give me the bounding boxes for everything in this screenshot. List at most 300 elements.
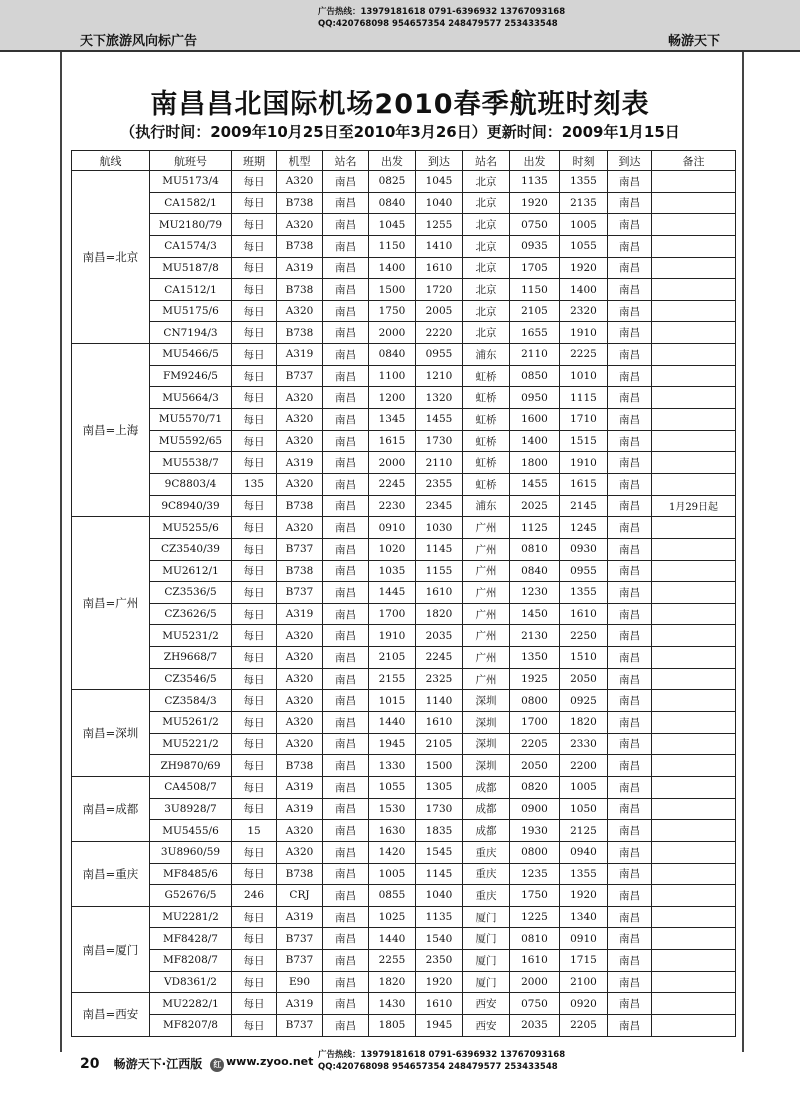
table-cell: 南昌	[608, 841, 652, 863]
table-cell	[652, 409, 736, 431]
table-cell: A320	[277, 300, 323, 322]
table-cell: 1035	[369, 560, 416, 582]
table-cell: 1140	[416, 690, 463, 712]
table-cell: 每日	[232, 560, 277, 582]
table-row	[72, 214, 736, 236]
table-cell: 南昌	[323, 712, 369, 734]
table-cell: MU5231/2	[150, 625, 232, 647]
table-cell: 1455	[510, 473, 560, 495]
magazine-name: 畅游天下·江西版	[113, 1057, 203, 1071]
table-cell	[652, 885, 736, 907]
table-cell: 2000	[510, 971, 560, 993]
table-cell: 重庆	[463, 863, 510, 885]
table-row	[72, 993, 736, 1015]
table-cell: 成都	[463, 798, 510, 820]
table-cell: 南昌	[608, 950, 652, 972]
table-cell: B738	[277, 560, 323, 582]
table-cell: 1115	[560, 387, 608, 409]
table-row	[72, 820, 736, 842]
table-cell: B738	[277, 495, 323, 517]
table-cell: 每日	[232, 452, 277, 474]
table-cell: 北京	[463, 214, 510, 236]
table-cell: 1820	[560, 712, 608, 734]
table-body	[72, 171, 736, 1037]
table-row	[72, 365, 736, 387]
route-cell: 南昌=重庆	[72, 841, 150, 906]
table-cell: 南昌	[323, 885, 369, 907]
table-row	[72, 950, 736, 972]
table-cell: 每日	[232, 214, 277, 236]
table-cell: 南昌	[323, 1014, 369, 1036]
table-cell: 1450	[510, 603, 560, 625]
table-cell: 南昌	[608, 798, 652, 820]
table-cell: 南昌	[608, 776, 652, 798]
table-row	[72, 452, 736, 474]
table-cell: 深圳	[463, 690, 510, 712]
table-cell: 1135	[416, 906, 463, 928]
table-cell: 1005	[369, 863, 416, 885]
table-cell: MU5175/6	[150, 300, 232, 322]
table-cell: 246	[232, 885, 277, 907]
table-cell: MU5592/65	[150, 430, 232, 452]
table-cell	[652, 214, 736, 236]
table-cell: 广州	[463, 582, 510, 604]
table-cell: MU2281/2	[150, 906, 232, 928]
table-cell: MF8485/6	[150, 863, 232, 885]
table-cell: 南昌	[608, 733, 652, 755]
table-cell: 1705	[510, 257, 560, 279]
table-cell: 2105	[416, 733, 463, 755]
table-cell: 南昌	[608, 495, 652, 517]
table-cell: 南昌	[608, 214, 652, 236]
table-cell: 0910	[560, 928, 608, 950]
table-cell: 2325	[416, 668, 463, 690]
table-cell: 南昌	[608, 1014, 652, 1036]
table-cell: 南昌	[323, 235, 369, 257]
table-cell: 1920	[560, 257, 608, 279]
table-cell: 虹桥	[463, 452, 510, 474]
table-cell: 南昌	[608, 235, 652, 257]
table-cell: 南昌	[323, 495, 369, 517]
table-cell: 每日	[232, 993, 277, 1015]
table-cell: MU5221/2	[150, 733, 232, 755]
table-cell: 2350	[416, 950, 463, 972]
table-cell	[652, 647, 736, 669]
table-cell: A320	[277, 171, 323, 193]
table-cell: 南昌	[323, 603, 369, 625]
table-cell: 135	[232, 473, 277, 495]
table-cell: A320	[277, 517, 323, 539]
table-cell: 1610	[510, 950, 560, 972]
table-cell: 每日	[232, 776, 277, 798]
table-cell: 每日	[232, 863, 277, 885]
table-cell: 1545	[416, 841, 463, 863]
table-cell: 南昌	[608, 430, 652, 452]
table-cell: 每日	[232, 300, 277, 322]
table-cell: A320	[277, 647, 323, 669]
table-cell: 虹桥	[463, 387, 510, 409]
table-cell: A319	[277, 993, 323, 1015]
table-cell: 1540	[416, 928, 463, 950]
table-cell: 南昌	[608, 365, 652, 387]
table-cell: 南昌	[608, 647, 652, 669]
table-cell: 南昌	[323, 279, 369, 301]
table-cell: 1420	[369, 841, 416, 863]
table-cell: B737	[277, 928, 323, 950]
table-cell: 1610	[416, 712, 463, 734]
table-cell: 南昌	[323, 473, 369, 495]
table-cell: 北京	[463, 300, 510, 322]
table-cell: 南昌	[323, 344, 369, 366]
table-cell: 0900	[510, 798, 560, 820]
table-cell	[652, 192, 736, 214]
table-cell: B737	[277, 1014, 323, 1036]
table-cell: 每日	[232, 582, 277, 604]
table-cell: 南昌	[323, 171, 369, 193]
table-cell: 1355	[560, 863, 608, 885]
table-cell	[652, 950, 736, 972]
table-cell: 1025	[369, 906, 416, 928]
table-cell: CZ3626/5	[150, 603, 232, 625]
table-cell: 南昌	[608, 257, 652, 279]
table-cell	[652, 365, 736, 387]
table-cell: 1750	[510, 885, 560, 907]
table-cell: B737	[277, 582, 323, 604]
table-row	[72, 733, 736, 755]
table-cell: 每日	[232, 235, 277, 257]
table-cell: 南昌	[323, 192, 369, 214]
table-cell: 1005	[560, 776, 608, 798]
table-cell: MU2612/1	[150, 560, 232, 582]
table-cell: 南昌	[323, 517, 369, 539]
table-cell: 2100	[560, 971, 608, 993]
table-cell: 1805	[369, 1014, 416, 1036]
table-cell: 0820	[510, 776, 560, 798]
table-cell: 1345	[369, 409, 416, 431]
table-cell: 广州	[463, 625, 510, 647]
table-cell: 1615	[369, 430, 416, 452]
table-cell: 3U8960/59	[150, 841, 232, 863]
column-header: 时刻	[560, 151, 608, 171]
table-cell: 0750	[510, 993, 560, 1015]
table-cell: 1210	[416, 365, 463, 387]
table-cell: G52676/5	[150, 885, 232, 907]
table-header-row	[72, 151, 736, 171]
table-cell	[652, 906, 736, 928]
table-cell: MU5173/4	[150, 171, 232, 193]
table-cell: 1135	[510, 171, 560, 193]
table-cell: 1010	[560, 365, 608, 387]
table-cell: 北京	[463, 322, 510, 344]
table-cell: 2000	[369, 322, 416, 344]
table-cell: 1430	[369, 993, 416, 1015]
table-cell: MF8207/8	[150, 1014, 232, 1036]
table-cell: 南昌	[608, 971, 652, 993]
table-cell: 2320	[560, 300, 608, 322]
footer-qq: QQ:420768098 954657354 248479577 253433548	[318, 1062, 558, 1072]
table-cell: A320	[277, 625, 323, 647]
table-cell: 深圳	[463, 755, 510, 777]
table-cell: CA1512/1	[150, 279, 232, 301]
table-row	[72, 171, 736, 193]
table-cell: 1245	[560, 517, 608, 539]
table-cell: 1630	[369, 820, 416, 842]
table-cell: B738	[277, 235, 323, 257]
top-banner	[0, 0, 800, 52]
table-cell: 0930	[560, 538, 608, 560]
table-cell: 1500	[369, 279, 416, 301]
table-row	[72, 560, 736, 582]
table-cell	[652, 928, 736, 950]
table-row	[72, 885, 736, 907]
table-cell: A320	[277, 690, 323, 712]
table-cell: 9C8940/39	[150, 495, 232, 517]
table-cell: 2205	[560, 1014, 608, 1036]
table-cell: 南昌	[608, 820, 652, 842]
table-cell: 0810	[510, 928, 560, 950]
table-row	[72, 971, 736, 993]
table-cell	[652, 863, 736, 885]
table-cell: 每日	[232, 365, 277, 387]
table-cell	[652, 560, 736, 582]
table-row	[72, 690, 736, 712]
route-cell: 南昌=广州	[72, 517, 150, 690]
table-cell: A320	[277, 430, 323, 452]
table-cell: B738	[277, 863, 323, 885]
table-cell: 每日	[232, 517, 277, 539]
table-cell: 虹桥	[463, 430, 510, 452]
column-header: 班期	[232, 151, 277, 171]
table-cell: 1305	[416, 776, 463, 798]
table-cell: 2130	[510, 625, 560, 647]
table-cell: 广州	[463, 538, 510, 560]
table-cell: B737	[277, 950, 323, 972]
table-cell: 1700	[369, 603, 416, 625]
table-cell: 2000	[369, 452, 416, 474]
table-cell: 1005	[560, 214, 608, 236]
table-cell: 南昌	[608, 928, 652, 950]
table-cell: A320	[277, 473, 323, 495]
column-header: 航班号	[150, 151, 232, 171]
table-row	[72, 668, 736, 690]
table-cell: CA4508/7	[150, 776, 232, 798]
table-cell: 每日	[232, 647, 277, 669]
table-row	[72, 798, 736, 820]
table-cell: 重庆	[463, 885, 510, 907]
table-cell: 1050	[560, 798, 608, 820]
table-cell	[652, 344, 736, 366]
table-cell: 南昌	[608, 387, 652, 409]
table-cell	[652, 690, 736, 712]
route-cell: 南昌=上海	[72, 344, 150, 517]
table-row	[72, 712, 736, 734]
table-row	[72, 409, 736, 431]
table-cell: 1500	[416, 755, 463, 777]
table-cell: 1145	[416, 863, 463, 885]
table-cell: 1920	[560, 885, 608, 907]
table-cell: 南昌	[323, 538, 369, 560]
table-cell: CZ3584/3	[150, 690, 232, 712]
table-cell: 深圳	[463, 733, 510, 755]
table-cell: 2050	[510, 755, 560, 777]
table-cell: 南昌	[608, 993, 652, 1015]
table-row	[72, 603, 736, 625]
table-cell: 南昌	[323, 906, 369, 928]
table-cell: 0840	[369, 344, 416, 366]
column-header: 站名	[323, 151, 369, 171]
table-cell: B738	[277, 279, 323, 301]
table-cell: 广州	[463, 647, 510, 669]
table-cell: MU5261/2	[150, 712, 232, 734]
table-cell: A320	[277, 387, 323, 409]
header-left-label: 天下旅游风向标广告	[80, 34, 198, 49]
table-cell: 南昌	[608, 863, 652, 885]
table-cell: 1720	[416, 279, 463, 301]
route-cell: 南昌=深圳	[72, 690, 150, 777]
table-cell: MU5455/6	[150, 820, 232, 842]
route-cell: 南昌=西安	[72, 993, 150, 1036]
table-cell: 0810	[510, 538, 560, 560]
table-cell: 每日	[232, 798, 277, 820]
table-row	[72, 755, 736, 777]
table-cell: 南昌	[323, 950, 369, 972]
table-cell: 1510	[560, 647, 608, 669]
table-cell: MU5664/3	[150, 387, 232, 409]
table-cell: 每日	[232, 625, 277, 647]
table-row	[72, 928, 736, 950]
route-cell: 南昌=北京	[72, 171, 150, 344]
table-cell: 厦门	[463, 906, 510, 928]
column-header: 机型	[277, 151, 323, 171]
table-cell: 1400	[510, 430, 560, 452]
table-cell: 2105	[369, 647, 416, 669]
column-header: 到达	[416, 151, 463, 171]
table-cell: 2035	[416, 625, 463, 647]
table-cell: 2345	[416, 495, 463, 517]
table-cell: 1925	[510, 668, 560, 690]
table-row	[72, 235, 736, 257]
table-cell: 南昌	[323, 928, 369, 950]
table-cell	[652, 235, 736, 257]
table-cell: A319	[277, 776, 323, 798]
table-cell: 南昌	[608, 517, 652, 539]
table-cell	[652, 300, 736, 322]
table-cell: CZ3546/5	[150, 668, 232, 690]
table-cell: 1020	[369, 538, 416, 560]
table-cell: 2005	[416, 300, 463, 322]
table-cell: 2110	[510, 344, 560, 366]
table-cell: 虹桥	[463, 365, 510, 387]
table-cell: A320	[277, 668, 323, 690]
table-cell: 1615	[560, 473, 608, 495]
table-cell: B737	[277, 538, 323, 560]
table-cell	[652, 1014, 736, 1036]
table-cell: 南昌	[323, 409, 369, 431]
table-cell: 每日	[232, 192, 277, 214]
table-cell	[652, 452, 736, 474]
table-cell: 1600	[510, 409, 560, 431]
table-cell: 2105	[510, 300, 560, 322]
table-cell: 2255	[369, 950, 416, 972]
table-cell: 每日	[232, 950, 277, 972]
table-row	[72, 300, 736, 322]
table-cell: CZ3540/39	[150, 538, 232, 560]
table-cell: 2135	[560, 192, 608, 214]
table-cell: 1610	[416, 582, 463, 604]
table-cell: 1340	[560, 906, 608, 928]
table-cell: 每日	[232, 1014, 277, 1036]
table-row	[72, 387, 736, 409]
table-cell	[652, 517, 736, 539]
table-cell: 虹桥	[463, 473, 510, 495]
table-cell: 1945	[416, 1014, 463, 1036]
column-header: 站名	[463, 151, 510, 171]
table-cell: 2220	[416, 322, 463, 344]
table-cell: 南昌	[608, 171, 652, 193]
column-header: 备注	[652, 151, 736, 171]
column-header: 出发	[510, 151, 560, 171]
table-cell: 南昌	[323, 365, 369, 387]
table-cell: A319	[277, 603, 323, 625]
table-cell: 1230	[510, 582, 560, 604]
table-cell: 1610	[416, 993, 463, 1015]
table-cell: CA1582/1	[150, 192, 232, 214]
table-cell: VD8361/2	[150, 971, 232, 993]
table-cell: 1150	[369, 235, 416, 257]
table-cell: 南昌	[608, 473, 652, 495]
table-cell: MF8208/7	[150, 950, 232, 972]
table-cell: 每日	[232, 387, 277, 409]
table-cell: 0940	[560, 841, 608, 863]
table-cell: 厦门	[463, 971, 510, 993]
table-cell: 广州	[463, 603, 510, 625]
table-row	[72, 517, 736, 539]
table-row	[72, 863, 736, 885]
table-cell: A319	[277, 798, 323, 820]
page-subtitle: （执行时间：2009年10月25日至2010年3月26日）更新时间：2009年1月15日	[120, 123, 680, 141]
table-cell	[652, 430, 736, 452]
table-cell: 1145	[416, 538, 463, 560]
table-cell: 北京	[463, 235, 510, 257]
table-cell: A320	[277, 841, 323, 863]
table-cell: 9C8803/4	[150, 473, 232, 495]
column-header: 航线	[72, 151, 150, 171]
table-cell: 每日	[232, 603, 277, 625]
table-cell: 2050	[560, 668, 608, 690]
table-cell: 1235	[510, 863, 560, 885]
table-cell: 2245	[369, 473, 416, 495]
table-row	[72, 279, 736, 301]
table-cell: 南昌	[608, 192, 652, 214]
table-cell	[652, 733, 736, 755]
table-cell	[652, 582, 736, 604]
table-cell: 0840	[510, 560, 560, 582]
table-cell: 1440	[369, 712, 416, 734]
table-row	[72, 473, 736, 495]
table-cell: 2245	[416, 647, 463, 669]
table-cell	[652, 171, 736, 193]
table-cell: 每日	[232, 906, 277, 928]
table-cell: 1255	[416, 214, 463, 236]
table-cell: 每日	[232, 322, 277, 344]
table-cell: 1910	[560, 452, 608, 474]
table-cell: 南昌	[323, 214, 369, 236]
table-cell: 1200	[369, 387, 416, 409]
table-cell: 南昌	[323, 733, 369, 755]
table-cell	[652, 776, 736, 798]
table-cell	[652, 322, 736, 344]
table-cell: 南昌	[608, 409, 652, 431]
